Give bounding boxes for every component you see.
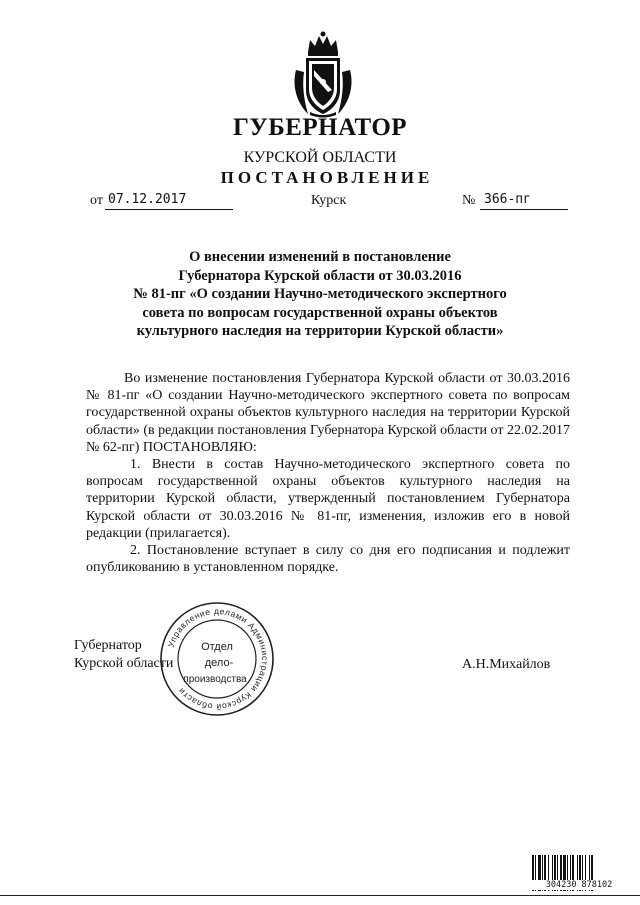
number-prefix: № <box>462 193 476 208</box>
date-underline <box>105 209 233 210</box>
svg-text:Управление делами Администраци: Управление делами Администрации Курской области <box>165 605 271 713</box>
heading-line: совета по вопросам государственной охраны объектов <box>142 304 498 321</box>
coat-of-arms-emblem <box>292 30 354 118</box>
office-stamp <box>158 600 276 718</box>
barcode-number: 304230 878102 <box>531 880 627 890</box>
body-intro-paragraph: Во изменение постановления Губернатора Курской области от 30.03.2016 № 81-пг «О создании Научно-методического экспертного совета по вопросам государственной охраны объектов культурного наследия на территории Курской области» (в редакции постановления Губернатора Курской области от 22.02.2017 № 62-пг) ПОСТАНОВЛЯЮ: <box>86 371 570 455</box>
heading-line: Губернатора Курской области от 30.03.2016 <box>178 267 462 284</box>
heading-line: № 81-пг «О создании Научно-методического экспертного <box>133 286 507 302</box>
document-body <box>86 370 570 576</box>
issuer-title: ГУБЕРНАТОР <box>232 114 408 141</box>
document-number: 366-пг <box>484 192 531 207</box>
document-city: Курск <box>311 193 347 208</box>
issuer-region: КУРСКОЙ ОБЛАСТИ <box>243 149 397 166</box>
date-prefix: от <box>90 193 103 208</box>
number-underline <box>480 209 568 210</box>
stamp-center-line-3: производства <box>183 674 247 685</box>
stamp-center-line-1: Отдел <box>201 641 233 653</box>
document-type: ПОСТАНОВЛЕНИЕ <box>220 168 434 187</box>
position-line-2: Курской области <box>74 656 174 671</box>
stamp-center-line-2: дело- <box>204 657 234 669</box>
position-line-1: Губернатор <box>74 638 142 653</box>
document-meta-row <box>0 192 640 214</box>
signatory-name: А.Н.Михайлов <box>462 657 551 672</box>
document-heading <box>0 248 640 341</box>
page-bottom-rule <box>0 895 640 896</box>
body-item-2: 2. Постановление вступает в силу со дня его подписания и подлежит опубликованию в установленном порядке. <box>86 543 570 576</box>
document-date: 07.12.2017 <box>108 192 187 207</box>
heading-line: О внесении изменений в постановление <box>189 249 451 265</box>
body-item-1: 1. Внести в состав Научно-методического экспертного совета по вопросам государственной охраны объектов культурного наследия на территории Курской области, утвержденный постановлением Губернатора Курской области от 30.03.2016 № 81-пг, изменения, изложив его в новой редакции (прилагается). <box>86 457 570 541</box>
heading-line: культурного наследия на территории Курской области» <box>136 323 504 339</box>
